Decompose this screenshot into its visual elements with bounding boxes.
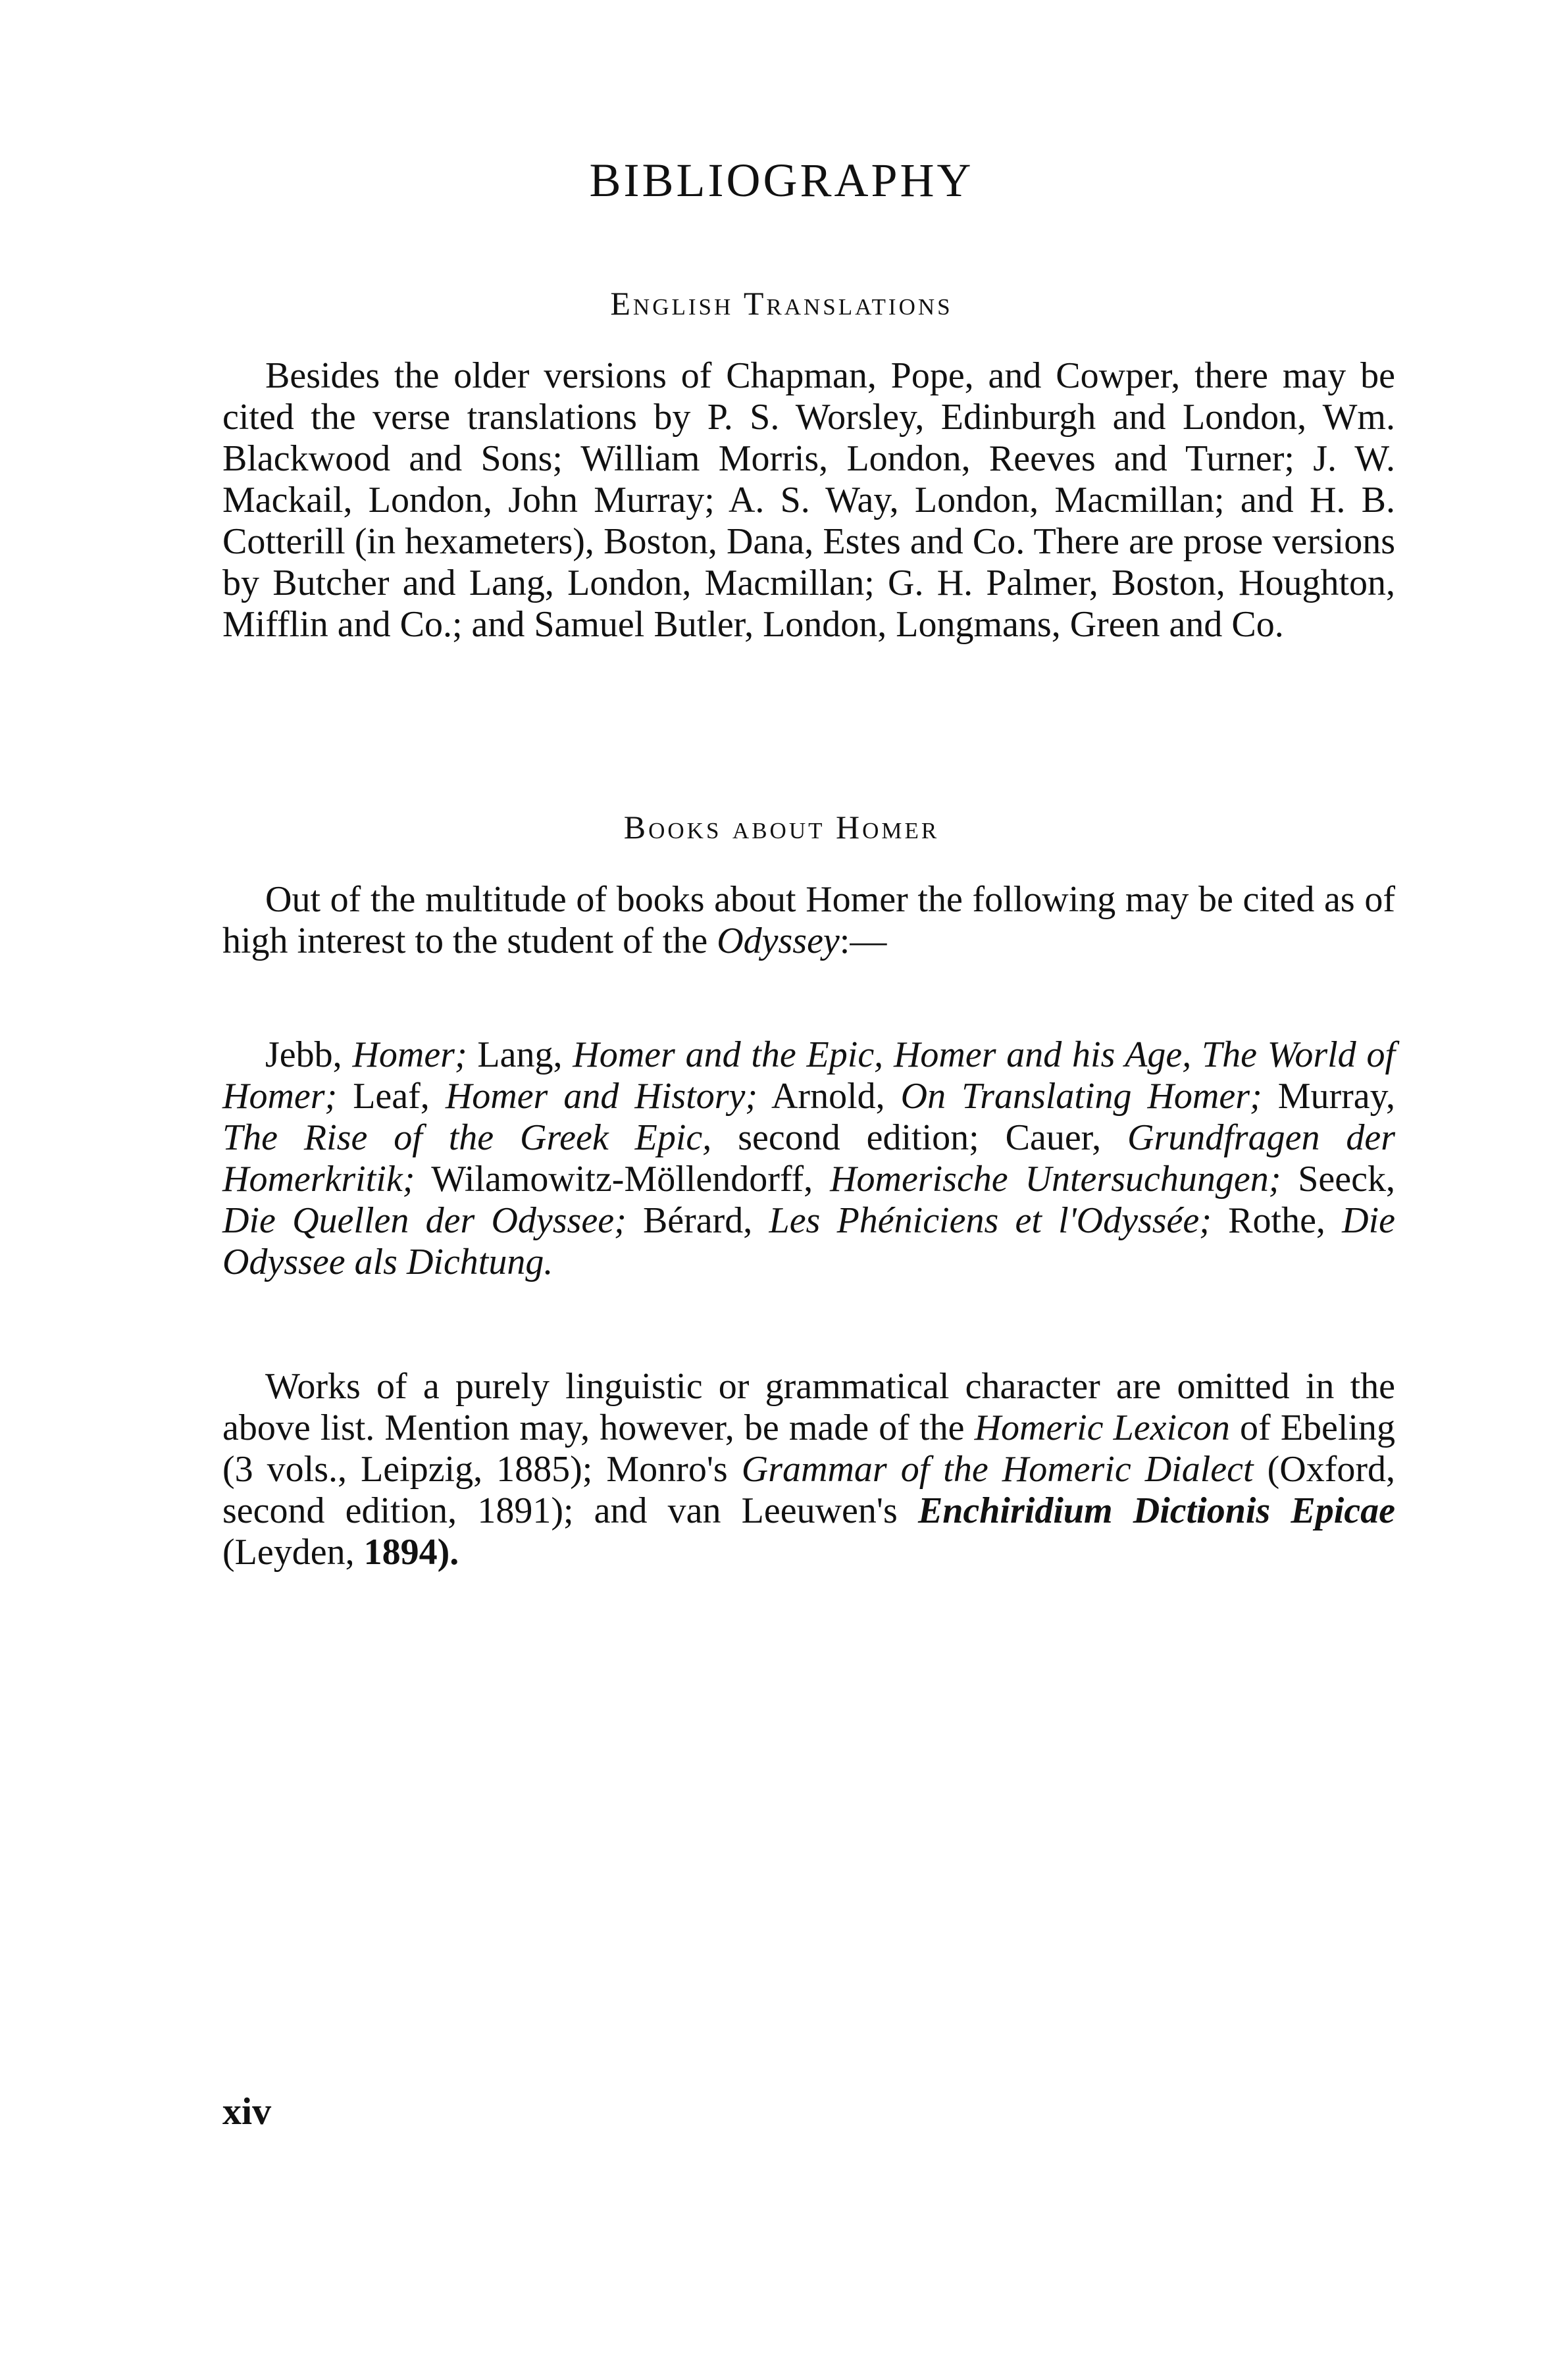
section-heading-books-about-homer: Books about Homer <box>623 809 940 846</box>
paragraph-english-translations <box>222 355 1395 646</box>
section-heading-english-translations: English Translations <box>610 285 953 322</box>
paragraph-text: Jebb, Homer; Lang, Homer and the Epic, Homer and his Age, The World of Homer; Leaf, Homer and History; Arnold, On Translating Homer; Murray, The Rise of the Greek Epic, second edition; Cauer, Grundfragen der Homerkritik; Wilamowitz-Möllendorff, Homerische Untersuchungen; Seeck, Die Quellen der Odyssee; Bérard, Les Phéniciens et l'Odyssée; Rothe, Die Odyssee als Dichtung. <box>222 1034 1396 1282</box>
paragraph-books-intro <box>222 879 1395 962</box>
paragraph-text: Besides the older versions of Chapman, Pope, and Cowper, there may be cited the verse translations by P. S. Worsley, Edinburgh and London, Wm. Blackwood and Sons; William Morris, London, Reeves and Turner; J. W. Mackail, London, John Murray; A. S. Way, London, Macmillan; and H. B. Cotterill (in hexameters), Boston, Dana, Estes and Co. There are prose versions by Butcher and Lang, London, Macmillan; G. H. Palmer, Boston, Houghton, Mifflin and Co.; and Samuel Butler, London, Longmans, Green and Co. <box>222 355 1395 645</box>
page-title: BIBLIOGRAPHY <box>589 154 974 207</box>
paragraph-linguistic-works <box>222 1366 1395 1573</box>
paragraph-text: Works of a purely linguistic or grammatical character are omitted in the above list. Mention may, however, be made of the Homeric Lexicon of Ebeling (3 vols., Leipzig, 1885); Monro's Grammar of the Homeric Dialect (Oxford, second edition, 1891); and van Leeuwen's Enchiridium Dictionis Epicae (Leyden, 1894). <box>222 1366 1396 1573</box>
paragraph-text: Out of the multitude of books about Homer the following may be cited as of high interest to the student of the Odyssey:— <box>222 879 1395 961</box>
page-number: xiv <box>222 2090 272 2133</box>
paragraph-book-list <box>222 1034 1395 1283</box>
